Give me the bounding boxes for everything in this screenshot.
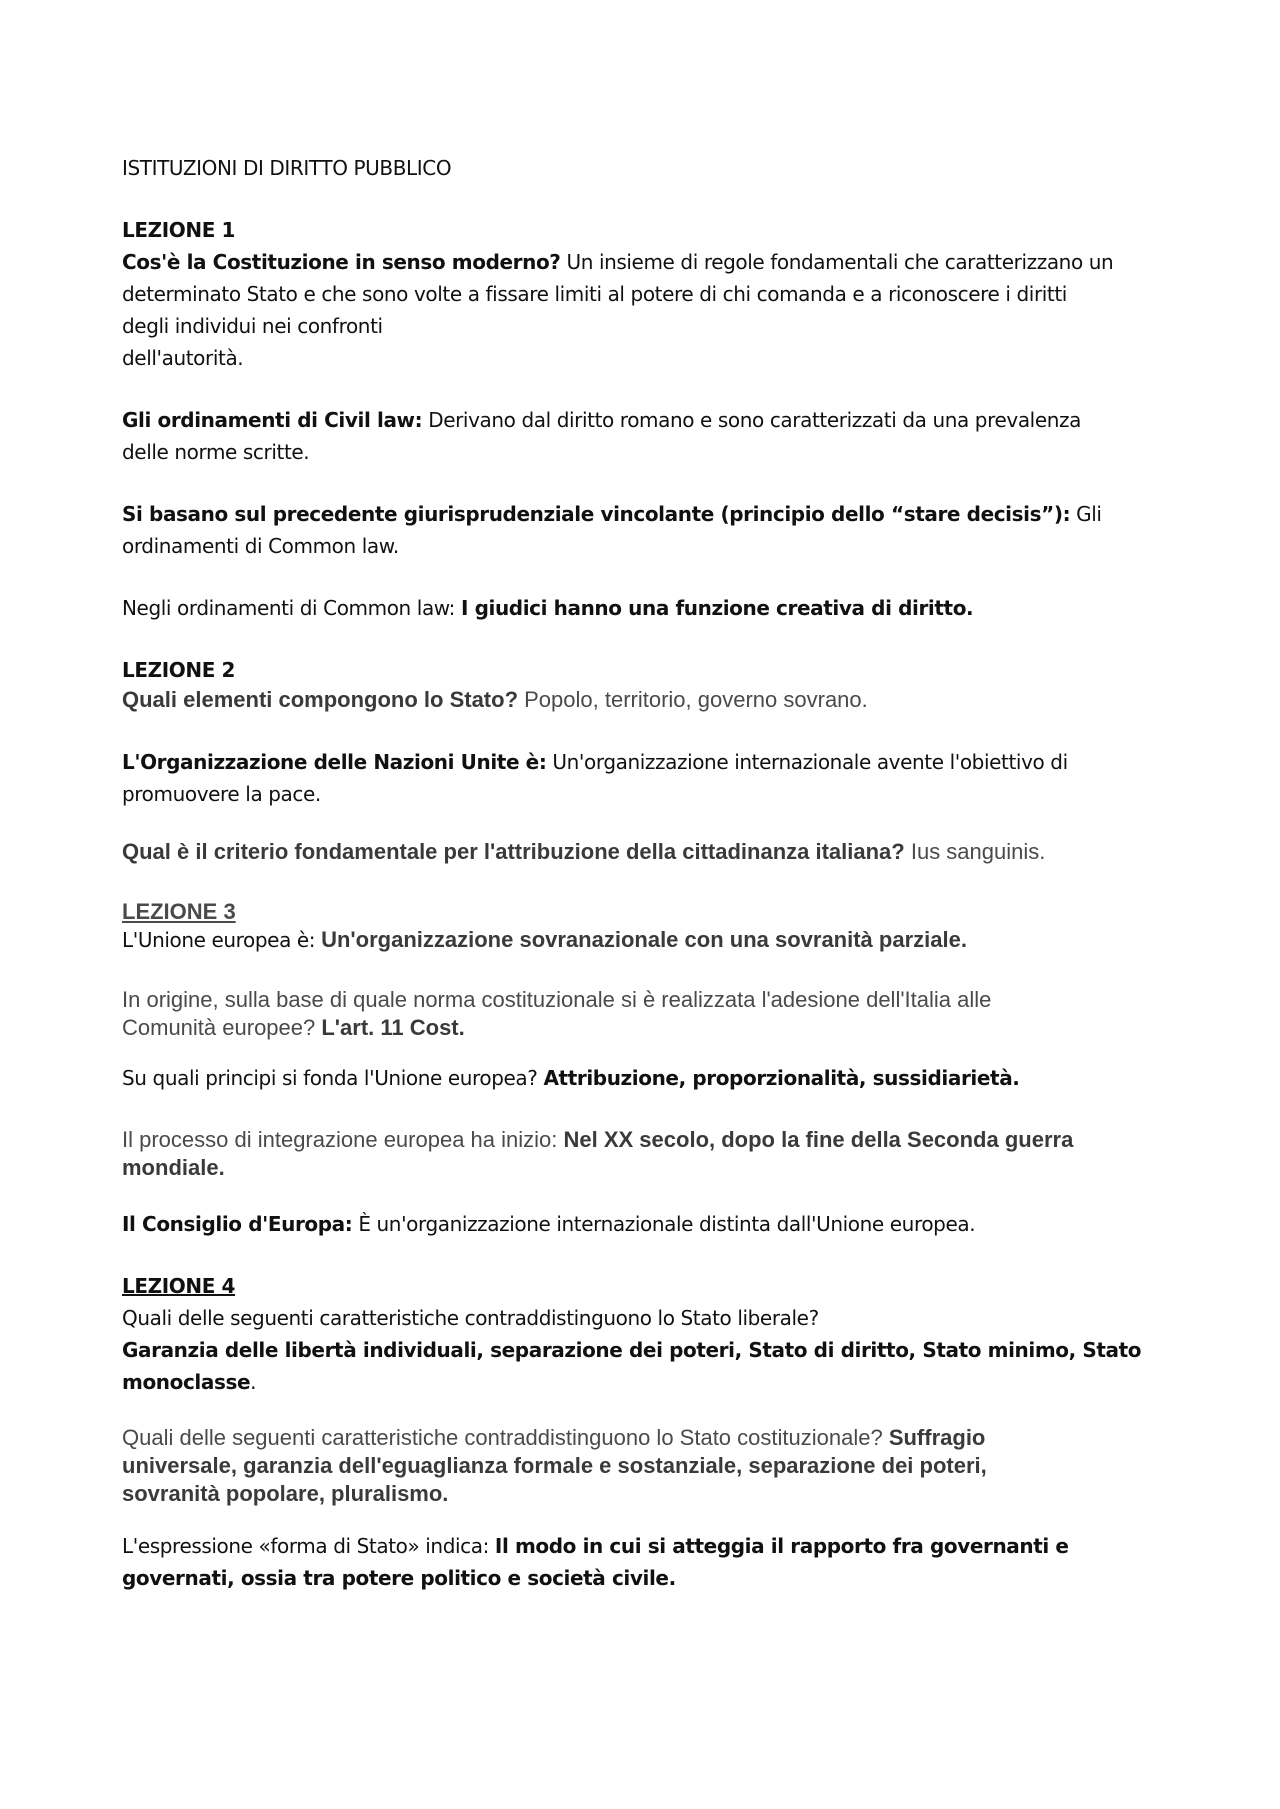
question-label: Gli ordinamenti di Civil law: [122, 408, 423, 432]
lezione-3-q4 [122, 1126, 1172, 1182]
answer-text: mondiale. [122, 1155, 225, 1180]
question-label: L'Organizzazione delle Nazioni Unite è: [122, 750, 547, 774]
lezione-4-q2 [122, 1424, 1172, 1508]
answer-text: degli individui nei confronti [122, 314, 383, 338]
answer-text: Un insieme di regole fondamentali che caratterizzano un [560, 250, 1114, 274]
lezione-1-heading: LEZIONE 1 [122, 218, 236, 242]
answer-text: Gli [1070, 502, 1102, 526]
lezione-1-q2 [122, 404, 1172, 468]
question-text: Comunità europee? [122, 1015, 322, 1040]
answer-text: delle norme scritte. [122, 440, 310, 464]
answer-text: Ius sanguinis. [904, 839, 1046, 864]
lezione-3-q5 [122, 1208, 1172, 1240]
lezione-2-q1 [122, 686, 1172, 714]
question-label: Cos'è la Costituzione in senso moderno? [122, 250, 561, 274]
answer-text: È un'organizzazione internazionale distinta dall'Unione europea. [352, 1212, 976, 1236]
question-text: Quali delle seguenti caratteristiche contraddistinguono lo Stato costituzionale? [122, 1425, 889, 1450]
answer-text: Attribuzione, proporzionalità, sussidiarietà. [543, 1066, 1020, 1090]
lezione-2-q2 [122, 746, 1172, 810]
answer-text: Derivano dal diritto romano e sono caratterizzati da una prevalenza [422, 408, 1081, 432]
lezione-3-q2 [122, 986, 1172, 1042]
answer-text: dell'autorità. [122, 346, 244, 370]
answer-text: governati, ossia tra potere politico e società civile. [122, 1566, 676, 1590]
answer-text: Popolo, territorio, governo sovrano. [518, 687, 868, 712]
document-title: ISTITUZIONI DI DIRITTO PUBBLICO [122, 156, 452, 180]
lezione-3-q3 [122, 1062, 1172, 1094]
lezione-4-q1 [122, 1302, 1172, 1398]
answer-text: sovranità popolare, pluralismo. [122, 1481, 449, 1506]
question-text: Negli ordinamenti di Common law: [122, 596, 461, 620]
answer-text: Il modo in cui si atteggia il rapporto fra governanti e [494, 1534, 1069, 1558]
answer-text: ordinamenti di Common law. [122, 534, 399, 558]
answer-text: determinato Stato e che sono volte a fissare limiti al potere di chi comanda e a riconoscere i diritti [122, 282, 1067, 306]
answer-text: Garanzia delle libertà individuali, separazione dei poteri, Stato di diritto, Stato minimo, Stato [122, 1338, 1142, 1362]
lezione-1-q3 [122, 498, 1172, 562]
question-text: Il processo di integrazione europea ha inizio: [122, 1127, 564, 1152]
answer-text: Un'organizzazione internazionale avente l'obiettivo di [546, 750, 1068, 774]
lezione-2-heading: LEZIONE 2 [122, 658, 236, 682]
answer-text: Nel XX secolo, dopo la fine della Seconda guerra [563, 1127, 1074, 1152]
lezione-3-q1 [122, 924, 1172, 956]
answer-text: universale, garanzia dell'eguaglianza formale e sostanziale, separazione dei poteri, [122, 1453, 987, 1478]
question-text: L'Unione europea è: [122, 928, 322, 952]
answer-text: monoclasse [122, 1370, 251, 1394]
lezione-1-q1 [122, 246, 1172, 374]
question-text: L'espressione «forma di Stato» indica: [122, 1534, 495, 1558]
question-text: Quali delle seguenti caratteristiche contraddistinguono lo Stato liberale? [122, 1306, 819, 1330]
lezione-4-q3 [122, 1530, 1172, 1594]
question-label: Il Consiglio d'Europa: [122, 1212, 353, 1236]
question-label: Qual è il criterio fondamentale per l'attribuzione della cittadinanza italiana? [122, 839, 905, 864]
answer-text: promuovere la pace. [122, 782, 321, 806]
question-label: Si basano sul precedente giurisprudenziale vincolante (principio dello “stare decisis”): [122, 502, 1071, 526]
lezione-4-heading: LEZIONE 4 [122, 1274, 236, 1298]
question-text: Su quali principi si fonda l'Unione europea? [122, 1066, 544, 1090]
question-label: Quali elementi compongono lo Stato? [122, 687, 519, 712]
answer-text: Suffragio [888, 1425, 986, 1450]
lezione-2-q3 [122, 838, 1172, 866]
question-text: In origine, sulla base di quale norma costituzionale si è realizzata l'adesione dell'Italia alle [122, 987, 992, 1012]
lezione-1-q4 [122, 592, 1172, 624]
lezione-3-heading: LEZIONE 3 [122, 899, 236, 924]
answer-period: . [250, 1370, 257, 1394]
answer-text: L'art. 11 Cost. [321, 1015, 465, 1040]
answer-text: Un'organizzazione sovranazionale con una sovranità parziale. [321, 927, 967, 952]
answer-text: I giudici hanno una funzione creativa di diritto. [460, 596, 974, 620]
